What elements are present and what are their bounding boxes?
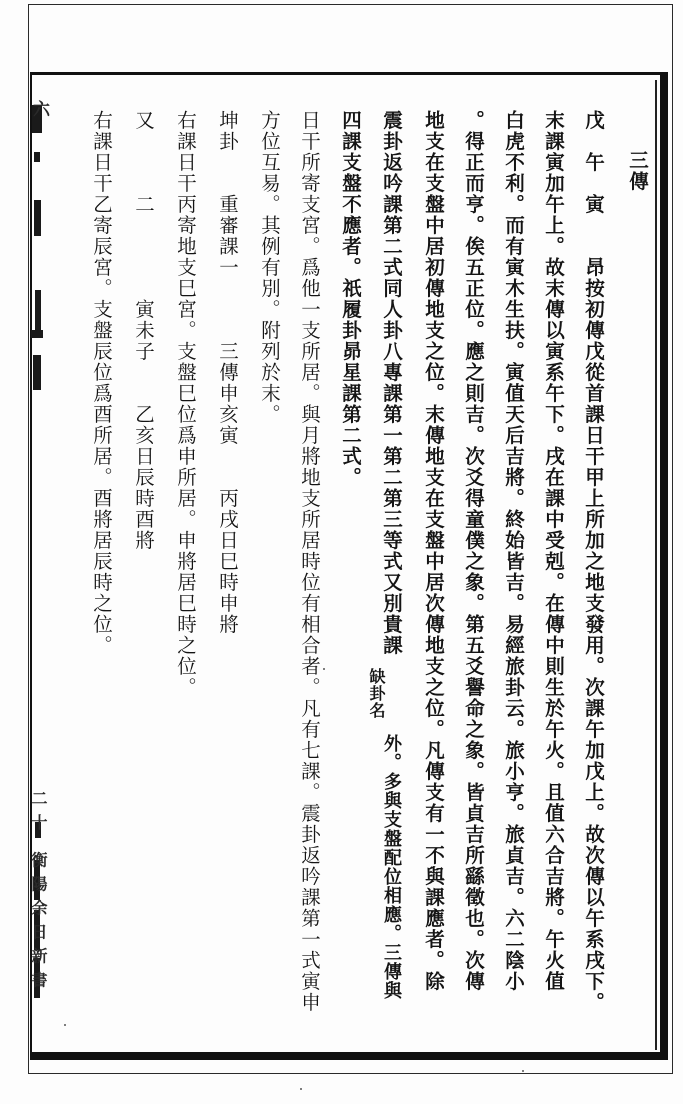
text-column-5: 地支在支盤中居初傳地支之位。末傳地支在支盤中居次傳地支之位。凡傳支有一不與課應者。除: [422, 110, 445, 992]
text-column-8: 日干所寄支宮。爲他一支所居。與月將地支所居時位有相合者。凡有七課。震卦返吟課第一式寅申: [298, 110, 321, 1013]
example-note-2: 右課日干乙寄辰宮。支盤辰位爲酉所居。酉將居辰時之位。: [90, 110, 113, 656]
section-heading: 三傳: [626, 150, 649, 192]
gutter-fragment-top: 六: [29, 100, 49, 127]
inline-note-2: 外。多與支盤配位相應。三傳與: [381, 734, 402, 1000]
text-column-3: 白虎不利。而有寅木生扶。寅值天后吉將。終始皆吉。易經旅卦云。旅小亨。旅貞吉。六二陰小: [502, 110, 525, 992]
text-column-9: 方位互易。其例有別。附列於末。: [258, 110, 281, 425]
text-column-2: 末課寅加午上。故末傳以寅系午下。戌在課中受剋。在傳中則生於午火。且值六合吉將。午火值: [542, 110, 565, 992]
text-column-7: 四課支盤不應者。祇履卦昴星課第二式。: [339, 110, 362, 488]
gutter-fragment-bottom: 二十 衡陽余日新書: [29, 790, 48, 996]
text-column-1: 戊 午 寅 昂按初傳戊從首課日干甲上所加之地支發用。次課午加戊上。故次傳以午系戌下。: [582, 110, 605, 1013]
text-column-4: 。得正而亨。俟五正位。應之則吉。次爻得童僕之象。第五爻譽命之象。皆貞吉所繇徵也。次傳: [462, 110, 485, 992]
frame-inner-rule: [655, 80, 657, 1050]
example-heading-2: 又 二 寅未子 乙亥日辰時酉將: [132, 110, 155, 551]
inline-note-1: 缺卦名: [367, 668, 386, 719]
text-column-6: 震卦返吟課第二式同人卦八專課第一第二第三等式又別貴課: [380, 110, 403, 656]
example-note-1: 右課日干丙寄地支巳宮。支盤巳位爲申所居。申將居巳時之位。: [174, 110, 197, 698]
example-heading-1: 坤卦 重審課一 三傳申亥寅 丙戌日巳時申將: [216, 110, 239, 635]
